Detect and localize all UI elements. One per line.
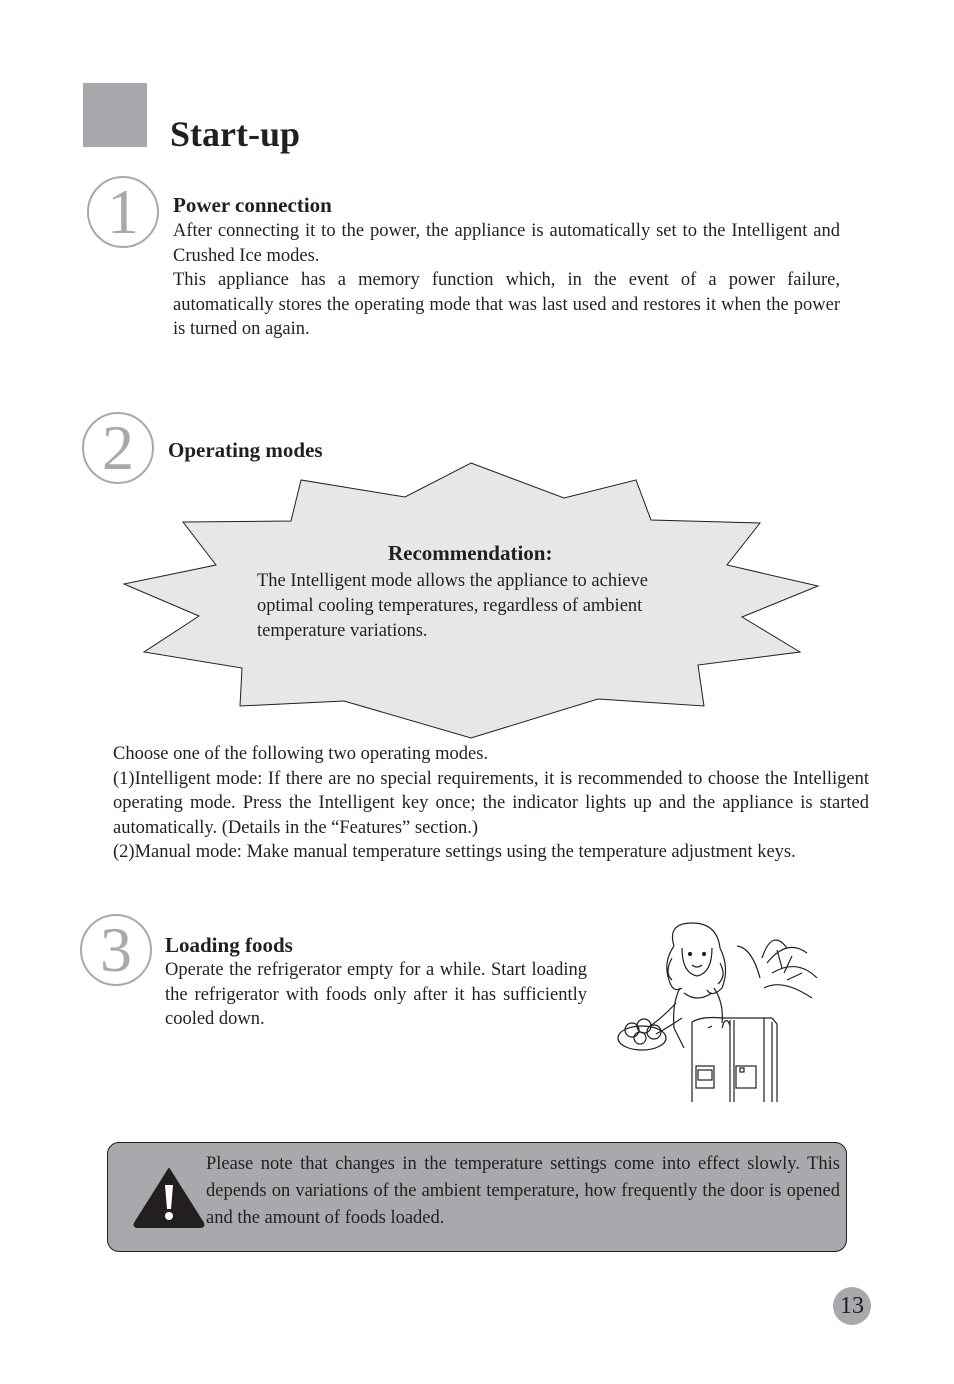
operating-modes-text — [113, 742, 869, 865]
step-number-1: 1 — [87, 176, 159, 248]
step-number-2: 2 — [82, 412, 154, 484]
page-title: Start-up — [170, 114, 301, 154]
loading-foods-heading: Loading foods — [165, 933, 293, 957]
warning-text: Please note that changes in the temperature settings come into effect slowly. This depends on variations of the ambient temperature, how frequently the door is opened and the amount of foods loaded. — [206, 1154, 840, 1228]
power-connection-text — [173, 219, 840, 342]
section-marker-square — [83, 83, 147, 147]
operating-modes-heading: Operating modes — [168, 438, 323, 462]
recommendation-text: The Intelligent mode allows the appliance to achieve optimal cooling temperatures, regardless of ambient temperature variations. — [257, 571, 648, 641]
power-connection-paragraph-2: This appliance has a memory function which, in the event of a power failure, automatically stores the operating mode that was last used and restores it when the power is turned on again. — [173, 270, 840, 339]
woman-with-refrigerator-illustration — [612, 918, 824, 1104]
power-connection-paragraph-1: After connecting it to the power, the appliance is automatically set to the Intelligent and Crushed Ice modes. — [173, 221, 840, 266]
step-number-3: 3 — [80, 914, 152, 986]
recommendation-title: Recommendation: — [388, 541, 553, 565]
operating-modes-intro: Choose one of the following two operating modes. — [113, 744, 489, 764]
power-connection-heading: Power connection — [173, 193, 332, 217]
loading-foods-text: Operate the refrigerator empty for a while. Start loading the refrigerator with foods only after it has sufficiently cooled down. — [165, 960, 587, 1029]
intelligent-mode-description: (1)Intelligent mode: If there are no special requirements, it is recommended to choose the Intelligent operating mode. Press the Intelligent key once; the indicator lights up and the appliance is started automatically. (Details in the “Features” section.) — [113, 768, 869, 838]
manual-mode-description: (2)Manual mode: Make manual temperature settings using the temperature adjustment keys. — [113, 842, 796, 862]
warning-triangle-icon — [133, 1165, 205, 1229]
page-number: 13 — [833, 1287, 871, 1325]
